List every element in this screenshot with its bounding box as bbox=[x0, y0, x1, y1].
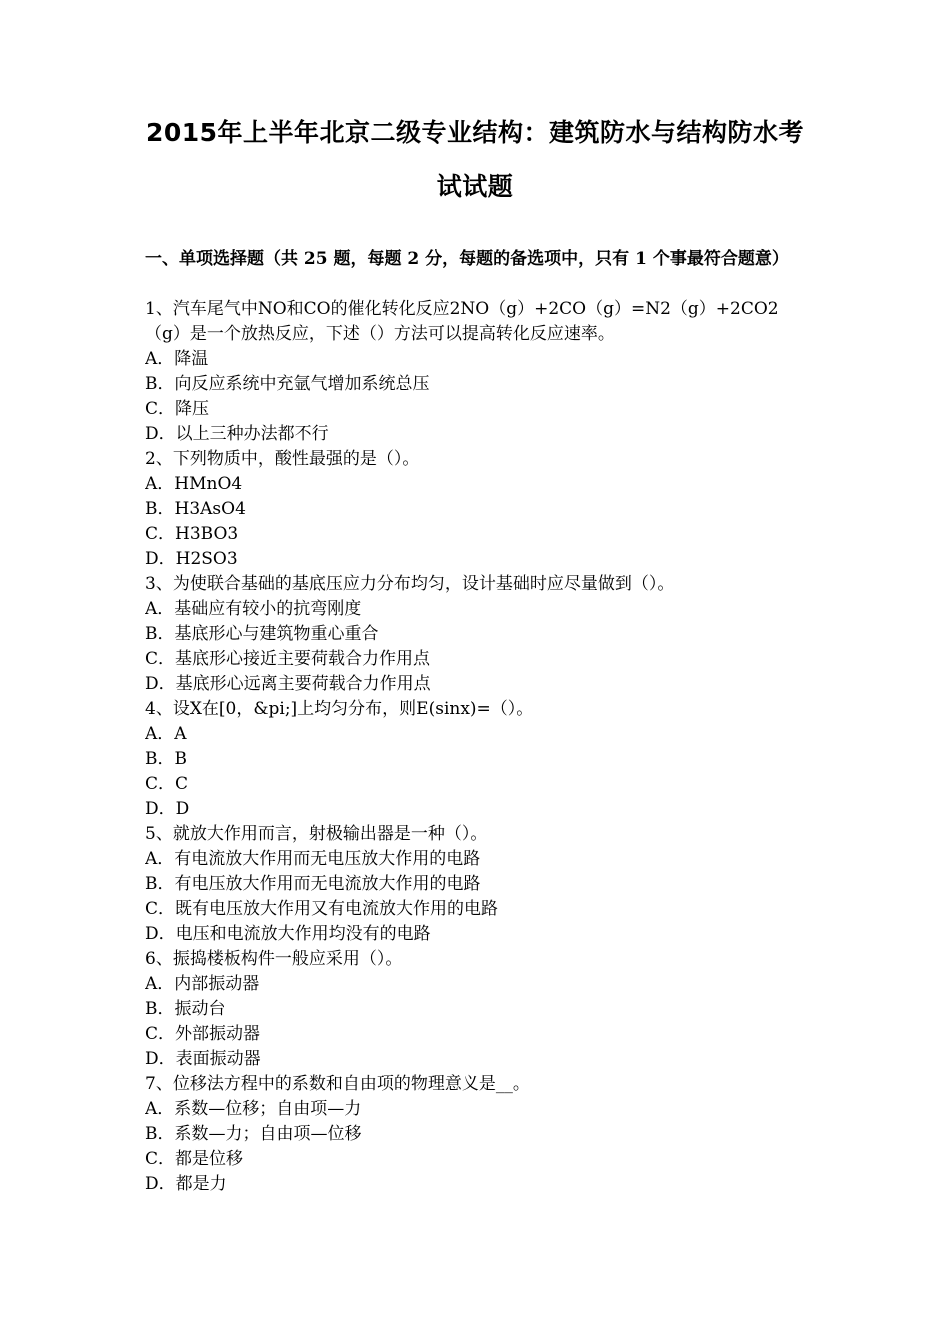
answer-option: A．A bbox=[145, 724, 187, 744]
answer-option: A．HMnO4 bbox=[145, 474, 243, 494]
question-item bbox=[145, 947, 810, 1072]
question-stem: 7、位移法方程中的系数和自由项的物理意义是__。 bbox=[145, 1074, 530, 1094]
answer-option: A．系数—位移；自由项—力 bbox=[145, 1099, 362, 1119]
answer-option: A．有电流放大作用而无电压放大作用的电路 bbox=[145, 849, 481, 869]
answer-option: C．既有电压放大作用又有电流放大作用的电路 bbox=[145, 899, 499, 919]
question-item bbox=[145, 447, 810, 572]
answer-option: D．表面振动器 bbox=[145, 1049, 261, 1069]
question-stem: 2、下列物质中，酸性最强的是（）。 bbox=[145, 449, 420, 469]
question-item bbox=[145, 1072, 810, 1197]
answer-option: D．都是力 bbox=[145, 1174, 227, 1194]
answer-option: A．降温 bbox=[145, 349, 209, 369]
question-item bbox=[145, 572, 810, 697]
answer-option: B．向反应系统中充氩气增加系统总压 bbox=[145, 374, 430, 394]
question-stem: 3、为使联合基础的基底压应力分布均匀，设计基础时应尽量做到（）。 bbox=[145, 574, 675, 594]
page-title-continued: 试试题 bbox=[436, 172, 514, 201]
answer-option: A．基础应有较小的抗弯刚度 bbox=[145, 599, 362, 619]
answer-option: B．振动台 bbox=[145, 999, 226, 1019]
answer-option: D．H2SO3 bbox=[145, 549, 238, 569]
question-item bbox=[145, 822, 810, 947]
answer-option: C．都是位移 bbox=[145, 1149, 244, 1169]
answer-option: B．H3AsO4 bbox=[145, 499, 246, 519]
answer-option: A．内部振动器 bbox=[145, 974, 260, 994]
answer-option: D．电压和电流放大作用均没有的电路 bbox=[145, 924, 431, 944]
answer-option: B．系数—力；自由项—位移 bbox=[145, 1124, 362, 1144]
answer-option: D．基底形心远离主要荷载合力作用点 bbox=[145, 674, 431, 694]
question-item bbox=[145, 297, 810, 447]
question-stem: 6、振捣楼板构件一般应采用（）。 bbox=[145, 949, 403, 969]
section-heading: 一、单项选择题（共 25 题，每题 2 分，每题的备选项中，只有 1 个事最符合题意） bbox=[145, 249, 789, 269]
answer-option: B．基底形心与建筑物重心重合 bbox=[145, 624, 379, 644]
answer-option: D．D bbox=[145, 799, 190, 819]
answer-option: B．有电压放大作用而无电流放大作用的电路 bbox=[145, 874, 481, 894]
answer-option: C．C bbox=[145, 774, 189, 794]
answer-option: C．降压 bbox=[145, 399, 210, 419]
question-item bbox=[145, 697, 810, 822]
answer-option: B．B bbox=[145, 749, 187, 769]
answer-option: C．基底形心接近主要荷载合力作用点 bbox=[145, 649, 431, 669]
question-stem: 5、就放大作用而言，射极输出器是一种（）。 bbox=[145, 824, 488, 844]
question-list bbox=[145, 297, 810, 1197]
answer-option: D．以上三种办法都不行 bbox=[145, 424, 329, 444]
page-title: 2015年上半年北京二级专业结构：建筑防水与结构防水考 bbox=[145, 118, 805, 147]
question-stem: 1、汽车尾气中NO和CO的催化转化反应2NO（g）+2CO（g）=N2（g）+2CO2 bbox=[145, 299, 779, 319]
question-stem: 4、设X在[0，&pi;]上均匀分布，则E(sinx)=（）。 bbox=[145, 699, 534, 719]
answer-option: C．H3BO3 bbox=[145, 524, 239, 544]
question-stem: （g）是一个放热反应，下述（）方法可以提高转化反应速率。 bbox=[145, 324, 615, 344]
answer-option: C．外部振动器 bbox=[145, 1024, 261, 1044]
